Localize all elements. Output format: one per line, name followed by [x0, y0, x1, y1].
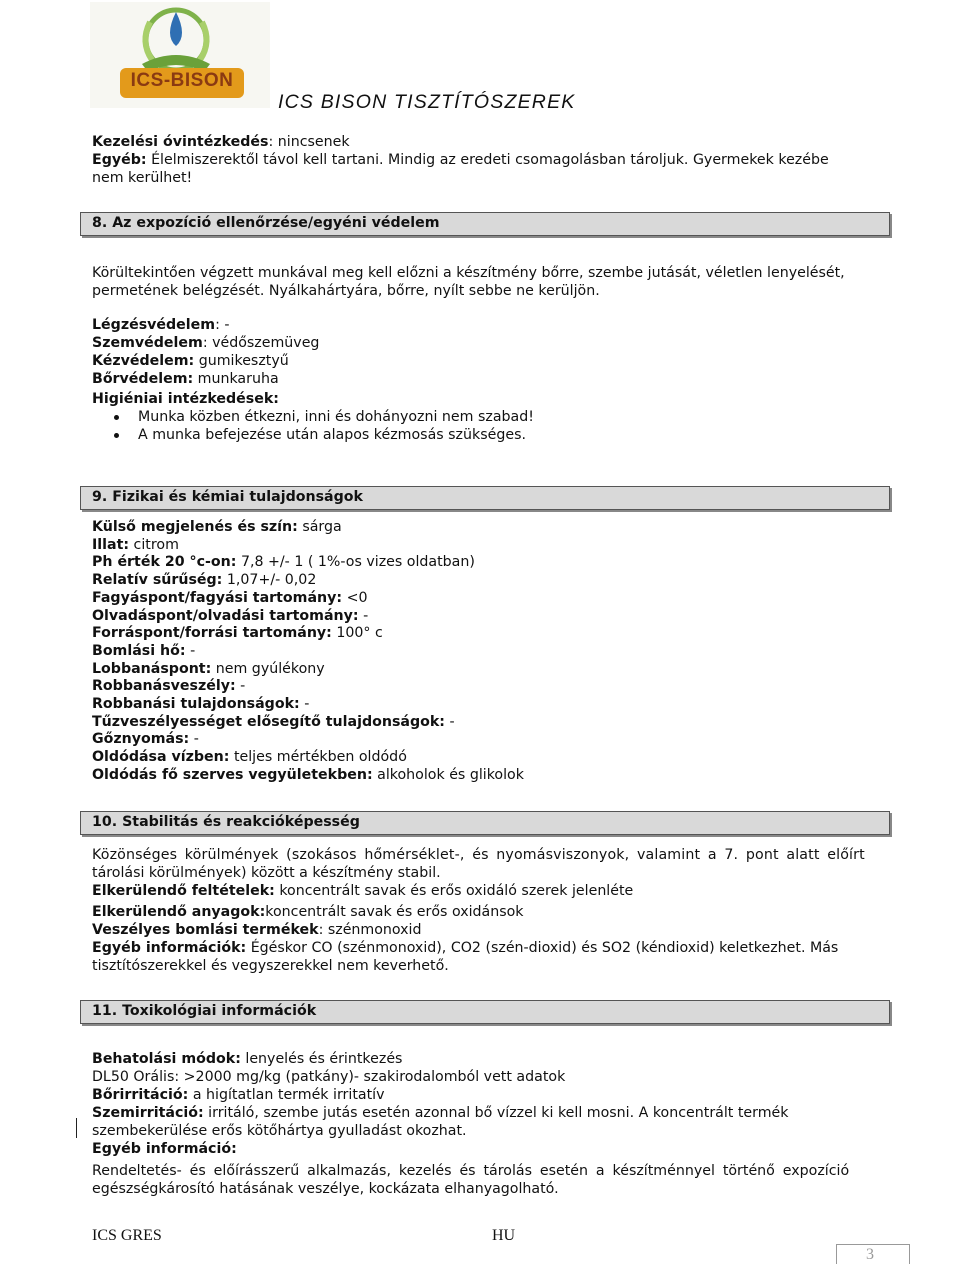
veszelyes-line	[92, 921, 422, 939]
property-label: Robbanási tulajdonságok:	[92, 696, 300, 712]
property-row	[92, 536, 179, 554]
egyeb-value: Élelmiszerektől távol kell tartani. Mindig az eredeti csomagolásban tároljuk. Gyermekek kezébe	[146, 152, 829, 168]
logo-text: ICS-BISON	[130, 70, 234, 91]
kezelesi-value: : nincsenek	[268, 134, 350, 150]
kez-line	[92, 352, 289, 370]
property-value: 100° c	[331, 625, 383, 642]
property-label: Gőznyomás:	[92, 731, 190, 748]
property-value: -	[444, 713, 455, 730]
bor-irritacio-line	[92, 1086, 385, 1104]
footer-company: ICS GRES	[92, 1227, 162, 1244]
szem-line	[92, 334, 319, 352]
property-value: alkoholok és glikolok	[372, 766, 524, 783]
page-number: 3	[866, 1246, 874, 1263]
elker-felt-value: koncentrált savak és erős oxidáló szerek jelenléte	[274, 883, 634, 899]
egyeb-line-2: nem kerülhet!	[92, 170, 193, 186]
property-row	[92, 730, 199, 748]
property-label: Oldódása vízben:	[92, 749, 230, 766]
property-value: -	[185, 642, 196, 659]
property-label: Külső megjelenés és szín:	[92, 519, 298, 535]
legzes-label: Légzésvédelem	[92, 317, 216, 333]
section-10-heading: 10. Stabilitás és reakcióképesség	[80, 811, 890, 835]
property-label: Illat:	[92, 536, 130, 553]
szem-irritacio-line-2: szembekerülése erős kötőhártya gyulladást okozhat.	[92, 1123, 467, 1139]
behatolasi-value: lenyelés és érintkezés	[240, 1051, 403, 1067]
higien-label	[92, 390, 279, 408]
property-row	[92, 695, 309, 713]
s10-egyeb-label: Egyéb információk:	[92, 940, 247, 956]
kez-value: gumikesztyű	[194, 353, 289, 369]
property-value: -	[235, 678, 246, 695]
document-title: ICS BISON TISZTÍTÓSZEREK	[278, 91, 576, 113]
s11-egyeb-label-text: Egyéb információ:	[92, 1141, 237, 1157]
bor-value: munkaruha	[193, 371, 279, 387]
veszelyes-value: : szénmonoxid	[318, 922, 422, 938]
elker-anyag-label: Elkerülendő anyagok:	[92, 904, 266, 920]
s10-egyeb-line	[92, 939, 838, 957]
legzes-value: : -	[215, 317, 230, 333]
s11-egyeb-label	[92, 1140, 237, 1158]
kezelesi-label: Kezelési óvintézkedés	[92, 134, 269, 150]
property-value: -	[358, 607, 369, 624]
property-row	[92, 571, 316, 589]
property-row	[92, 766, 524, 784]
egyeb-label: Egyéb:	[92, 152, 147, 168]
hygiene-bullet-2: A munka befejezése után alapos kézmosás szükséges.	[138, 427, 526, 443]
property-label: Oldódás fő szerves vegyületekben:	[92, 766, 373, 783]
property-label: Lobbanáspont:	[92, 660, 212, 677]
property-value: citrom	[129, 536, 179, 553]
property-label: Relatív sűrűség:	[92, 572, 223, 589]
property-row	[92, 624, 383, 642]
dl50-line: DL50 Orális: >2000 mg/kg (patkány)- szakirodalomból vett adatok	[92, 1069, 566, 1085]
legzes-line	[92, 316, 229, 334]
higien-label-text: Higiéniai intézkedések:	[92, 391, 279, 407]
property-value: -	[299, 696, 310, 712]
kez-label: Kézvédelem:	[92, 353, 195, 369]
property-label: Tűzveszélyességet elősegítő tulajdonságok:	[92, 713, 445, 730]
property-value: nem gyúlékony	[211, 660, 325, 677]
property-row	[92, 518, 342, 536]
egyeb-line	[92, 151, 829, 169]
hygiene-bullet-1: Munka közben étkezni, inni és dohányozni nem szabad!	[138, 409, 534, 425]
szem-value: : védőszemüveg	[202, 335, 320, 351]
elker-felt-label: Elkerülendő feltételek:	[92, 883, 275, 899]
bor-irritacio-value: a higítatlan termék irritatív	[188, 1087, 385, 1103]
section-9-heading: 9. Fizikai és kémiai tulajdonságok	[80, 486, 890, 510]
property-row	[92, 607, 368, 625]
szem-label: Szemvédelem	[92, 335, 203, 351]
section-11-heading: 11. Toxikológiai információk	[80, 1000, 890, 1024]
kezelesi-line	[92, 133, 350, 151]
szem-irritacio-line	[92, 1104, 789, 1122]
property-value: sárga	[297, 519, 342, 535]
property-value: -	[189, 731, 199, 748]
property-value: 7,8 +/- 1 ( 1%-os vizes oldatban)	[236, 554, 475, 571]
property-label: Bomlási hő:	[92, 642, 186, 659]
property-label: Forráspont/forrási tartomány:	[92, 625, 332, 642]
s8-paragraph-line-1: Körültekintően végzett munkával meg kell előzni a készítmény bőrre, szembe jutását, véletlen lenyelését,	[92, 265, 845, 281]
footer-language: HU	[492, 1227, 516, 1244]
behatolasi-line	[92, 1050, 402, 1068]
change-bar	[76, 1118, 77, 1138]
property-value: 1,07+/- 0,02	[222, 572, 317, 589]
s11-paragraph-line-1: Rendeltetés- és előírásszerű alkalmazás, kezelés és tárolás esetén a készítménnyel történő expozíció	[92, 1163, 850, 1179]
elker-felt-line	[92, 882, 633, 900]
property-label: Fagyáspont/fagyási tartomány:	[92, 589, 343, 606]
elker-anyag-value: koncentrált savak és erős oxidánsok	[265, 904, 524, 920]
s8-paragraph-line-2: permetének belégzését. Nyálkahártyára, bőrre, nyílt sebbe ne kerüljön.	[92, 283, 600, 299]
property-value: teljes mértékben oldódó	[229, 749, 407, 766]
behatolasi-label: Behatolási módok:	[92, 1051, 241, 1067]
property-label: Robbanásveszély:	[92, 678, 236, 695]
bor-line	[92, 370, 279, 388]
bor-irritacio-label: Bőrirritáció:	[92, 1087, 189, 1103]
property-row	[92, 589, 368, 607]
property-row	[92, 748, 407, 766]
s10-paragraph-line-1: Közönséges körülmények (szokásos hőmérséklet-, és nyomásviszonyok, valamint a 7. pont alatt előírt	[92, 847, 865, 863]
property-value: <0	[342, 589, 368, 606]
section-8-heading: 8. Az expozíció ellenőrzése/egyéni védelem	[80, 212, 890, 236]
veszelyes-label: Veszélyes bomlási termékek	[92, 922, 319, 938]
elker-anyag-line	[92, 903, 524, 921]
property-label: Ph érték 20 °c-on:	[92, 554, 237, 571]
property-label: Olvadáspont/olvadási tartomány:	[92, 607, 359, 624]
property-row	[92, 713, 455, 731]
szem-irritacio-label: Szemirritáció:	[92, 1105, 204, 1121]
s10-egyeb-value: Égéskor CO (szénmonoxid), CO2 (szén-dioxid) és SO2 (kéndioxid) keletkezhet. Más	[246, 940, 839, 956]
s10-egyeb-line-2: tisztítószerekkel és vegyszerekkel nem keverhető.	[92, 958, 449, 974]
property-row	[92, 660, 325, 678]
property-row	[92, 553, 475, 571]
szem-irritacio-value: irritáló, szembe jutás esetén azonnal bő vízzel ki kell mosni. A koncentrált termék	[203, 1105, 789, 1121]
bor-label: Bőrvédelem:	[92, 371, 194, 387]
s11-paragraph-line-2: egészségkárosító hatásának veszélye, kockázata elhanyagolható.	[92, 1181, 559, 1197]
s10-paragraph-line-2: tárolási körülmények) között a készítmény stabil.	[92, 865, 441, 881]
property-row	[92, 677, 245, 695]
property-row	[92, 642, 195, 660]
company-logo	[90, 2, 270, 108]
